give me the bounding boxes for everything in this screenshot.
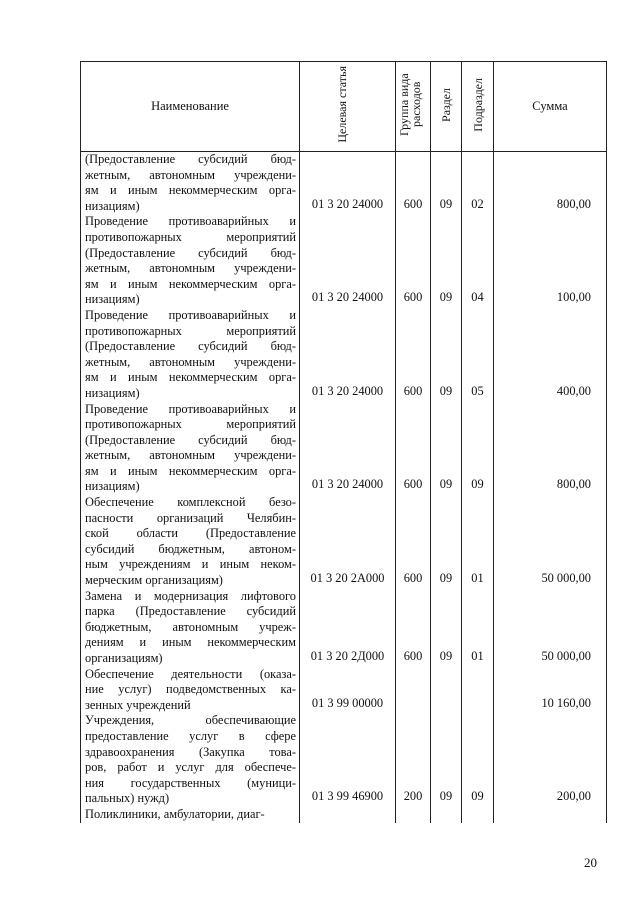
name-line: низациям) xyxy=(85,385,140,400)
cell-name xyxy=(81,807,300,823)
name-line: жетным, автономным учреждени- xyxy=(85,448,296,463)
cell-expense-group xyxy=(396,807,431,823)
cell-name xyxy=(81,713,300,807)
name-line: ям и иным некоммерческим орга- xyxy=(85,463,296,478)
name-line: (Предоставление субсидий бюд- xyxy=(85,432,296,447)
name-line: ния государственных (муници- xyxy=(85,775,296,790)
name-line: (Предоставление субсидий бюд- xyxy=(85,152,296,166)
name-line: организациям) xyxy=(85,651,163,665)
cell-expense-group: 600 xyxy=(396,152,431,215)
name-line: жетным, автономным учреждени- xyxy=(85,167,296,182)
name-line: пальных) нужд) xyxy=(85,791,170,806)
header-name-text: Наименование xyxy=(151,99,229,113)
name-line: низациям) xyxy=(85,292,140,307)
cell-name xyxy=(81,152,300,215)
name-line: противопожарных мероприятий xyxy=(85,323,296,338)
cell-sum: 200,00 xyxy=(494,713,607,807)
cell-section: 09 xyxy=(431,495,462,589)
header-name xyxy=(81,62,300,152)
name-line: здравоохранения (Закупка това- xyxy=(85,744,296,759)
cell-section: 09 xyxy=(431,402,462,496)
cell-section: 09 xyxy=(431,589,462,667)
header-subsection xyxy=(462,62,494,152)
cell-sum xyxy=(494,807,607,823)
cell-sum: 50 000,00 xyxy=(494,589,607,667)
cell-subsection xyxy=(462,807,494,823)
table-row xyxy=(81,308,607,402)
name-line: бюджетным, автономным учреж- xyxy=(85,619,296,634)
cell-name xyxy=(81,667,300,714)
cell-target-code xyxy=(300,807,396,823)
table-row xyxy=(81,495,607,589)
name-line: предоставление услуг в сфере xyxy=(85,728,296,743)
table-row xyxy=(81,589,607,667)
name-line: ным учреждениям и иным неком- xyxy=(85,557,296,572)
name-line: Проведение противоаварийных и xyxy=(85,214,296,229)
header-section xyxy=(431,62,462,152)
header-group xyxy=(396,62,431,152)
name-line: противопожарных мероприятий xyxy=(85,417,296,432)
name-line: Обеспечение комплексной безо- xyxy=(85,495,296,510)
table-row xyxy=(81,807,607,823)
name-line: ние услуг) подведомственных ка- xyxy=(85,682,296,697)
header-code-text: Целевая статья xyxy=(334,66,349,143)
header-code xyxy=(300,62,396,152)
name-line: дениям и иным некоммерческим xyxy=(85,635,296,650)
name-line: Проведение противоаварийных и xyxy=(85,401,296,416)
page-number: 20 xyxy=(584,855,597,870)
table-header xyxy=(81,62,607,152)
name-line: (Предоставление субсидий бюд- xyxy=(85,339,296,354)
cell-section: 09 xyxy=(431,152,462,215)
cell-subsection: 01 xyxy=(462,589,494,667)
cell-target-code: 01 3 20 2Д000 xyxy=(300,589,396,667)
table-row xyxy=(81,152,607,215)
cell-subsection: 09 xyxy=(462,402,494,496)
name-line: ров, работ и услуг для обеспече- xyxy=(85,760,296,775)
cell-subsection: 01 xyxy=(462,495,494,589)
cell-sum: 400,00 xyxy=(494,308,607,402)
name-line: жетным, автономным учреждени- xyxy=(85,354,296,369)
cell-name xyxy=(81,589,300,667)
cell-target-code: 01 3 20 24000 xyxy=(300,402,396,496)
cell-sum: 800,00 xyxy=(494,152,607,215)
table-body xyxy=(81,152,607,823)
cell-subsection: 05 xyxy=(462,308,494,402)
cell-target-code: 01 3 20 24000 xyxy=(300,152,396,215)
header-sum-text: Сумма xyxy=(532,99,568,113)
name-line: противопожарных мероприятий xyxy=(85,229,296,244)
cell-subsection xyxy=(462,667,494,714)
name-line: Обеспечение деятельности (оказа- xyxy=(85,666,296,681)
table-row xyxy=(81,667,607,714)
name-line: (Предоставление субсидий бюд- xyxy=(85,245,296,260)
cell-target-code: 01 3 20 2А000 xyxy=(300,495,396,589)
cell-subsection: 09 xyxy=(462,713,494,807)
name-line: Поликлиники, амбулатории, диаг- xyxy=(85,806,265,821)
cell-sum: 800,00 xyxy=(494,402,607,496)
name-line: парка (Предоставление субсидий xyxy=(85,604,296,619)
name-line: Учреждения, обеспечивающие xyxy=(85,713,296,728)
cell-section: 09 xyxy=(431,214,462,308)
header-subsection-text: Подраздел xyxy=(470,77,485,132)
cell-section: 09 xyxy=(431,713,462,807)
cell-section xyxy=(431,667,462,714)
cell-name xyxy=(81,402,300,496)
budget-table xyxy=(80,61,607,823)
name-line: Проведение противоаварийных и xyxy=(85,307,296,322)
header-group-text: Группа вида расходов xyxy=(397,73,423,136)
name-line: мерческим организациям) xyxy=(85,573,223,588)
cell-sum: 50 000,00 xyxy=(494,495,607,589)
name-line: низациям) xyxy=(85,479,140,494)
cell-target-code: 01 3 99 00000 xyxy=(300,667,396,714)
table-row xyxy=(81,214,607,308)
name-line: Замена и модернизация лифтового xyxy=(85,588,296,603)
table-row xyxy=(81,402,607,496)
cell-sum: 100,00 xyxy=(494,214,607,308)
header-section-text: Раздел xyxy=(439,87,453,122)
cell-name xyxy=(81,495,300,589)
name-line: ской области (Предоставление xyxy=(85,526,296,541)
name-line: пасности организаций Челябин- xyxy=(85,510,296,525)
cell-sum: 10 160,00 xyxy=(494,667,607,714)
cell-target-code: 01 3 99 46900 xyxy=(300,713,396,807)
cell-expense-group: 600 xyxy=(396,402,431,496)
cell-section xyxy=(431,807,462,823)
table-row xyxy=(81,713,607,807)
cell-expense-group: 600 xyxy=(396,308,431,402)
cell-expense-group: 600 xyxy=(396,495,431,589)
cell-subsection: 04 xyxy=(462,214,494,308)
name-line: зенных учреждений xyxy=(85,697,191,712)
cell-name xyxy=(81,308,300,402)
name-line: субсидий бюджетным, автоном- xyxy=(85,541,296,556)
cell-target-code: 01 3 20 24000 xyxy=(300,214,396,308)
cell-section: 09 xyxy=(431,308,462,402)
cell-expense-group: 600 xyxy=(396,589,431,667)
cell-expense-group xyxy=(396,667,431,714)
cell-expense-group: 200 xyxy=(396,713,431,807)
name-line: низациям) xyxy=(85,198,140,213)
cell-expense-group: 600 xyxy=(396,214,431,308)
name-line: жетным, автономным учреждени- xyxy=(85,261,296,276)
name-line: ям и иным некоммерческим орга- xyxy=(85,276,296,291)
name-line: ям и иным некоммерческим орга- xyxy=(85,370,296,385)
cell-target-code: 01 3 20 24000 xyxy=(300,308,396,402)
header-sum xyxy=(494,62,607,152)
cell-name xyxy=(81,214,300,308)
cell-subsection: 02 xyxy=(462,152,494,215)
name-line: ям и иным некоммерческим орга- xyxy=(85,183,296,198)
